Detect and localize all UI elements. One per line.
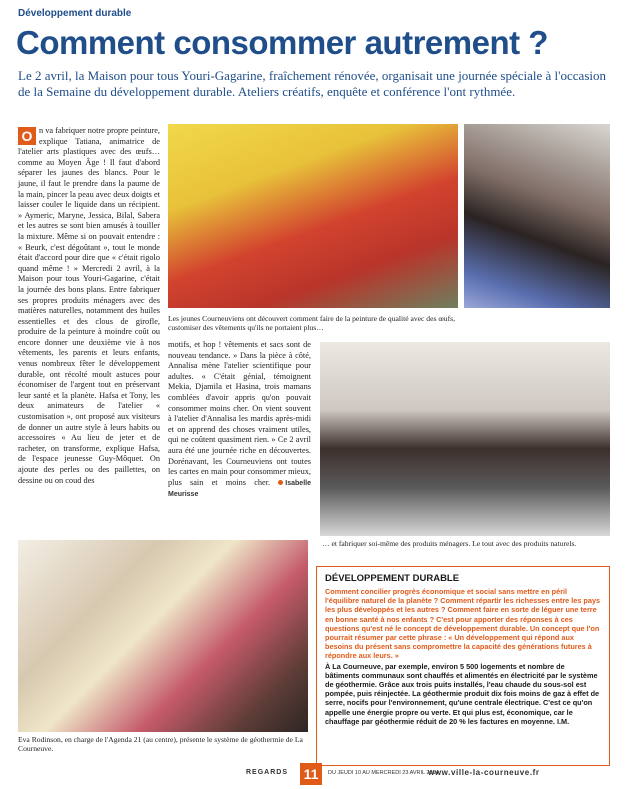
caption-photo-3: … et fabriquer soi-même des produits ménagers. Le tout avec des produits naturels. bbox=[322, 539, 577, 548]
article-lede: Le 2 avril, la Maison pour tous Youri-Gagarine, fraîchement rénovée, organisait une journée spéciale à l'occasion de la Semaine du développement durable. Ateliers créatifs, enquête et conférence l'ont rythmée. bbox=[18, 68, 606, 99]
caption-photo-1: Les jeunes Courneuviens ont découvert comment faire de la peinture de qualité avec des œufs, customiser des vêtements qu'ils ne portaient plus… bbox=[168, 314, 455, 333]
sidebar-box bbox=[316, 566, 610, 766]
photo-children-painting bbox=[168, 124, 458, 308]
caption-photo-4: Eva Rodinson, en charge de l'Agenda 21 (au centre), présente le système de géothermie de La Courneuve. bbox=[18, 735, 303, 754]
article-column-1 bbox=[18, 126, 160, 486]
article-column-2 bbox=[168, 340, 311, 501]
byline-bullet-icon bbox=[278, 480, 283, 485]
page-footer bbox=[0, 763, 625, 785]
article-column-2-text: motifs, et hop ! vêtements et sacs sont de nouveau tendance. » Dans la pièce à côté, Annalisa mène l'atelier scientifique pour adultes. « C'était génial, témoignent Mekia, Djamila et Hasina, trois mamans comblées d'avoir appris qu'on pouvait consommer moins cher. On vient souvent à l'atelier d'Annalisa les mardis après-midi et on apprend des choses vraiment utiles, qui ne coûtent quasiment rien. » Ce 2 avril aura été une journée riche en découvertes. Dorénavant, les Courneuviens ont toutes les cartes en main pour consommer mieux, plus sain et moins cher. bbox=[168, 340, 311, 487]
photo-household-products bbox=[320, 342, 610, 536]
photo-geothermie-presentation bbox=[18, 540, 308, 732]
sidebar-lead: Comment concilier progrès économique et social sans mettre en péril l'équilibre naturel de la planète ? Comment répartir les richesses entre les pays les plus développés et les autres ? Comment faire en sorte de léguer une terre en bonne santé à nos enfants ? C'est pour apporter des réponses à ces questions qu'est né le concept de développement durable. Un concept que l'on pourrait résumer par cette phrase : « Un développement qui répond aux besoins du présent sans compromettre la capacité des générations futures à répondre aux leurs. » bbox=[325, 587, 601, 661]
drop-cap: O bbox=[18, 127, 36, 145]
article-column-1-text: n va fabriquer notre propre peinture, explique Tatiana, animatrice de l'atelier arts plastiques avec des œufs… comme au Moyen Âge ! Il faut d'abord séparer les jaunes des blancs. Pour le jaune, il faut le prendre dans la paume de la main, pincer la peau avec deux doigts et laisser couler le liquide dans un récipient. » Aymeric, Maryne, Jessica, Bilal, Sabera et les autres se sont bien amusés à touiller la mixture. Même si on pouvait entendre : « Beurk, c'est dégoûtant », tout le monde était d'accord pour dire que « c'était rigolo quand même ! » Mercredi 2 avril, à la Maison pour tous Youri-Gagarine, c'était la journée des bons plans. Entre fabriquer ses propres produits ménagers avec des matières naturelles, notamment des huiles essentielles et des clous de girofle, produire de la peinture à moindre coût ou encore donner une deuxième vie à nos vêtements, les parents et leurs enfants, venus nombreux fêter le développement durable, ont récolté moult astuces pour économiser de l'argent tout en préservant leur santé et la planète. Hafsa et Tony, les deux animateurs de l'atelier « customisation », ont proposé aux visiteurs de donner un autre style à leurs habits ou accessoires « Au lieu de jeter et de racheter, on transforme, explique Hafsa, de l'espace jeunesse Guy-Môquet. On ajoute des perles ou des paillettes, on dessine ou on coud des bbox=[18, 126, 160, 485]
article-byline: Isabelle Meurisse bbox=[168, 479, 311, 499]
section-rubric: Développement durable bbox=[18, 8, 132, 19]
sidebar-title: DÉVELOPPEMENT DURABLE bbox=[325, 573, 460, 584]
photo-clothing-customisation bbox=[464, 124, 610, 308]
footer-issue-date: DU JEUDI 10 AU MERCREDI 23 AVRIL 2014 bbox=[328, 770, 439, 776]
footer-magazine-name: REGARDS bbox=[246, 769, 289, 776]
footer-page-number: 11 bbox=[300, 763, 322, 785]
sidebar-body: À La Courneuve, par exemple, environ 5 500 logements et nombre de bâtiments communaux sont chauffés et alimentés en électricité par le système de géothermie. Grâce aux trois puits installés, l'eau chaude du sous-sol est pompée, puis réinjectée. La géothermie produit dix fois moins de gaz à effet de serre, nocifs pour l'environnement, qu'une centrale électrique. C'est ce qu'on appelle une énergie propre ou verte. Et qui plus est, économique, car le chauffage par géothermie réduit de 20 % les factures en moyenne. I.M. bbox=[325, 661, 600, 726]
footer-website: www.ville-la-courneuve.fr bbox=[428, 768, 540, 777]
article-headline: Comment consommer autrement ? bbox=[16, 24, 548, 61]
